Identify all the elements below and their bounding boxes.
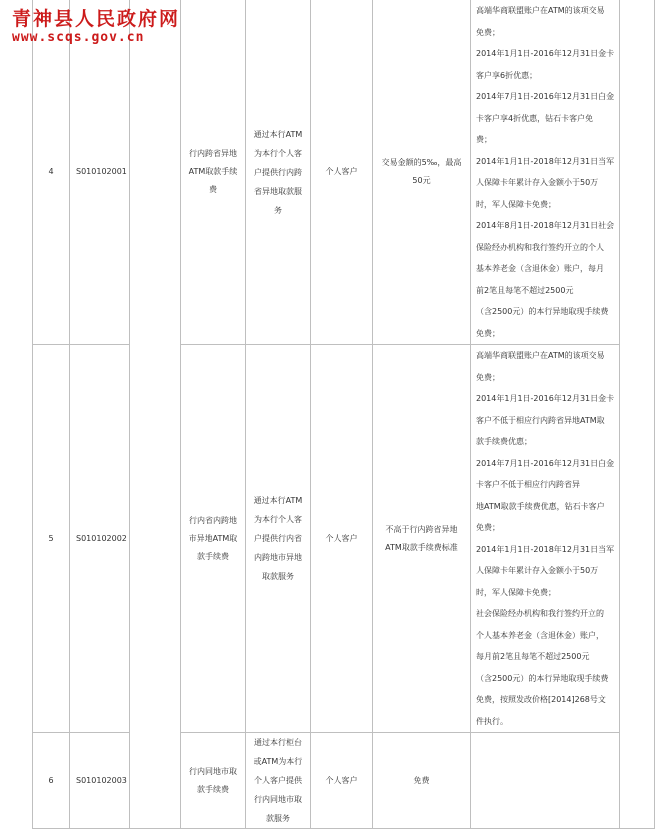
rule-line: 个人基本养老金（含退休金）账户， xyxy=(476,630,604,640)
preferential-rules xyxy=(471,345,620,733)
fee-name: 行内省内跨地市异地ATM取款手续费 xyxy=(181,345,246,733)
fee-price: 不高于行内跨省异地ATM取款手续费标准 xyxy=(373,345,471,733)
rule-line: 人保障卡年累计存入金额小于50万 xyxy=(476,178,599,187)
rule-line: 2014年1月1日-2016年12月31日金卡 xyxy=(476,394,615,403)
service-description: 通过本行柜台或ATM为本行个人客户提供行内同地市取款服务 xyxy=(246,733,311,829)
table-row xyxy=(33,0,655,345)
row-number: 6 xyxy=(33,733,70,829)
customer-type: 个人客户 xyxy=(311,733,373,829)
category-cell xyxy=(130,0,181,829)
rule-line: （含2500元）的本行异地取现手续费 xyxy=(476,673,609,683)
fee-code: S010102003 xyxy=(70,733,130,829)
rule-line: 2014年7月1日-2016年12月31日白金 xyxy=(476,92,615,101)
rule-line: 高端华商联盟账户在ATM的该项交易 xyxy=(476,351,605,360)
service-description: 通过本行ATM为本行个人客户提供行内跨省异地取款服务 xyxy=(246,0,311,345)
fee-name: 行内同地市取款手续费 xyxy=(181,733,246,829)
rule-line: （含2500元）的本行异地取现手续费 xyxy=(476,307,609,316)
customer-type: 个人客户 xyxy=(311,345,373,733)
rule-line: 卡客户不低于相应行内跨省异 xyxy=(476,480,580,489)
rule-line: 2014年7月1日-2016年12月31日白金 xyxy=(476,458,615,468)
service-description: 通过本行ATM为本行个人客户提供行内省内跨地市异地取款服务 xyxy=(246,345,311,733)
rule-line: 免费； xyxy=(476,372,500,382)
rule-line: 款手续费优惠； xyxy=(476,437,532,446)
fee-price: 交易金额的5‰，最高50元 xyxy=(373,0,471,345)
row-number: 5 xyxy=(33,345,70,733)
rule-line: 2014年1月1日-2018年12月31日当军 xyxy=(476,156,615,166)
rule-line: 客户享6折优惠； xyxy=(476,70,538,80)
remarks-cell xyxy=(620,0,655,829)
preferential-rules xyxy=(471,733,620,829)
rule-line: 时，军人保障卡免费； xyxy=(476,587,556,597)
fee-code: S010102001 xyxy=(70,0,130,345)
rule-line: 前2笔且每笔不超过2500元 xyxy=(476,285,574,295)
rule-line: 每月前2笔且每笔不超过2500元 xyxy=(476,652,590,661)
fee-table xyxy=(32,0,655,829)
table-row xyxy=(33,345,655,733)
table-row xyxy=(33,733,655,829)
rule-line: 基本养老金（含退休金）账户，每月 xyxy=(476,264,604,273)
preferential-rules xyxy=(471,0,620,345)
rule-line: 保险经办机构和我行签约开立的个人 xyxy=(476,242,604,252)
fee-price: 免费 xyxy=(373,733,471,829)
rule-line: 2014年8月1日-2018年12月31日社会 xyxy=(476,221,615,230)
rule-line: 社会保险经办机构和我行签约开立的 xyxy=(476,609,604,618)
rule-line: 2014年1月1日-2018年12月31日当军 xyxy=(476,544,615,554)
rule-line: 客户不低于相应行内跨省异地ATM取 xyxy=(476,415,605,425)
rule-line: 免费； xyxy=(476,328,500,338)
row-number: 4 xyxy=(33,0,70,345)
rule-line: 免费； xyxy=(476,523,500,532)
rule-line: 免费； xyxy=(476,27,500,37)
rule-line: 地ATM取款手续费优惠，钻石卡客户 xyxy=(476,501,605,511)
rule-line: 人保障卡年累计存入金额小于50万 xyxy=(476,566,599,575)
fee-code: S010102002 xyxy=(70,345,130,733)
rule-line: 免费，按照发改价格[2014]268号文 xyxy=(476,695,606,704)
watermark-site-name: 青神县人民政府网 xyxy=(12,8,181,30)
rule-line: 件执行。 xyxy=(476,716,508,726)
rule-line: 2014年1月1日-2016年12月31日金卡 xyxy=(476,49,615,58)
customer-type: 个人客户 xyxy=(311,0,373,345)
rule-line: 高端华商联盟账户在ATM的该项交易 xyxy=(476,6,605,15)
watermark-url: www.scqs.gov.cn xyxy=(12,30,145,45)
rule-line: 费； xyxy=(476,135,492,144)
fee-name: 行内跨省异地ATM取款手续费 xyxy=(181,0,246,345)
site-watermark xyxy=(12,8,180,46)
rule-line: 卡客户享4折优惠，钻石卡客户免 xyxy=(476,113,594,123)
rule-line: 时，军人保障卡免费； xyxy=(476,199,556,209)
